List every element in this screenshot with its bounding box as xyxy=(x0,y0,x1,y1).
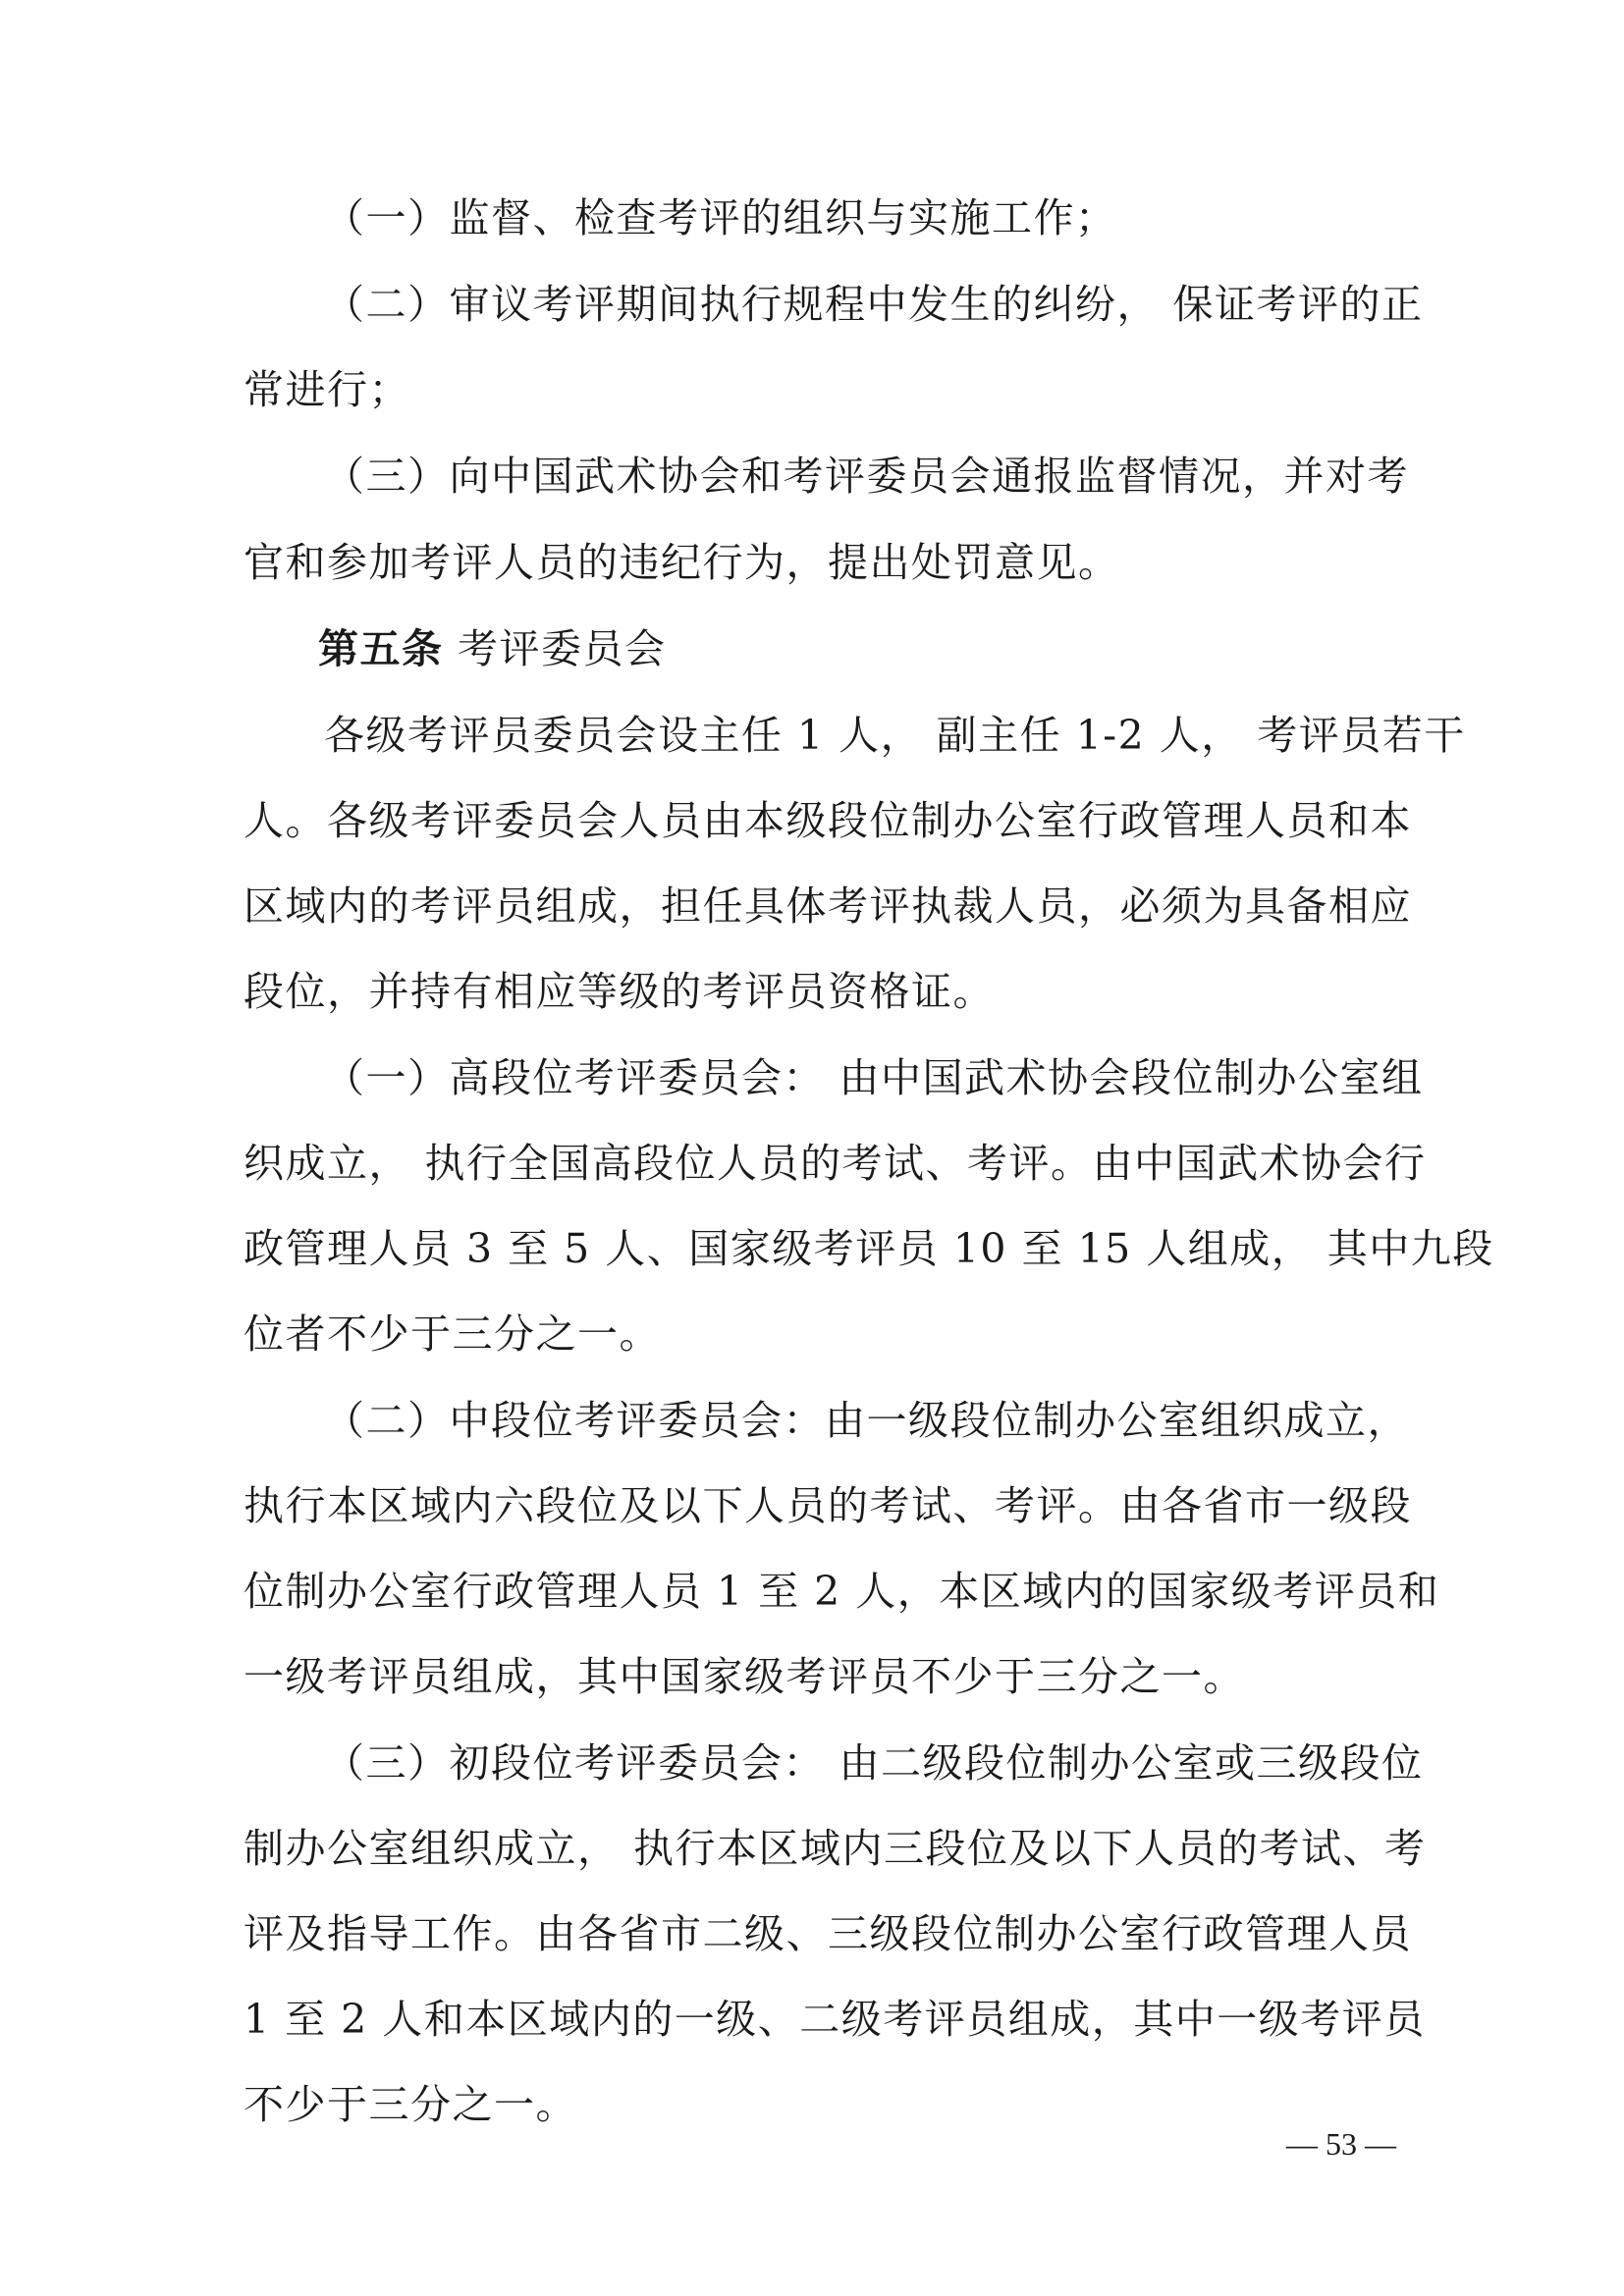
article-heading xyxy=(318,625,667,672)
clause-3-line-1: （三）向中国武术协会和考评委员会通报监督情况，并对考 xyxy=(324,453,1409,500)
low-dan-line-2: 制办公室组织成立， 执行本区域内三段位及以下人员的考试、考 xyxy=(244,1825,1427,1872)
high-dan-line-2: 织成立， 执行全国高段位人员的考试、考评。由中国武术协会行 xyxy=(244,1140,1427,1187)
clause-1-line-1: （一）监督、检查考评的组织与实施工作； xyxy=(324,194,1117,241)
clause-3-line-2: 官和参加考评人员的违纪行为，提出处罚意见。 xyxy=(244,539,1120,586)
mid-dan-line-1: （二）中段位考评委员会：由一级段位制办公室组织成立， xyxy=(324,1397,1409,1444)
clause-2-line-1: （二）审议考评期间执行规程中发生的纠纷， 保证考评的正 xyxy=(324,281,1424,328)
high-dan-line-1: （一）高段位考评委员会： 由中国武术协会段位制办公室组 xyxy=(324,1054,1424,1101)
low-dan-line-1: （三）初段位考评委员会： 由二级段位制办公室或三级段位 xyxy=(324,1739,1424,1787)
article-title: 考评委员会 xyxy=(458,625,667,672)
page-number: — 53 — xyxy=(1286,2126,1396,2162)
article-label: 第五条 xyxy=(318,625,444,672)
mid-dan-line-4: 一级考评员组成，其中国家级考评员不少于三分之一。 xyxy=(244,1653,1245,1700)
mid-dan-line-2: 执行本区域内六段位及以下人员的考试、考评。由各省市一级段 xyxy=(244,1482,1412,1529)
article-body-line-2: 人。各级考评委员会人员由本级段位制办公室行政管理人员和本 xyxy=(244,797,1412,844)
mid-dan-line-3: 位制办公室行政管理人员 1 至 2 人，本区域内的国家级考评员和 xyxy=(244,1568,1440,1615)
low-dan-line-4: 1 至 2 人和本区域内的一级、二级考评员组成，其中一级考评员 xyxy=(244,1996,1426,2043)
high-dan-line-3: 政管理人员 3 至 5 人、国家级考评员 10 至 15 人组成， 其中九段 xyxy=(244,1225,1494,1272)
clause-2-line-2: 常进行； xyxy=(244,366,410,413)
article-body-line-1: 各级考评员委员会设主任 1 人， 副主任 1-2 人， 考评员若干 xyxy=(324,712,1466,759)
article-body-line-4: 段位，并持有相应等级的考评员资格证。 xyxy=(244,968,995,1015)
low-dan-line-5: 不少于三分之一。 xyxy=(244,2081,577,2128)
high-dan-line-4: 位者不少于三分之一。 xyxy=(244,1310,661,1358)
article-body-line-3: 区域内的考评员组成，担任具体考评执裁人员，必须为具备相应 xyxy=(244,882,1412,930)
low-dan-line-3: 评及指导工作。由各省市二级、三级段位制办公室行政管理人员 xyxy=(244,1910,1412,1957)
